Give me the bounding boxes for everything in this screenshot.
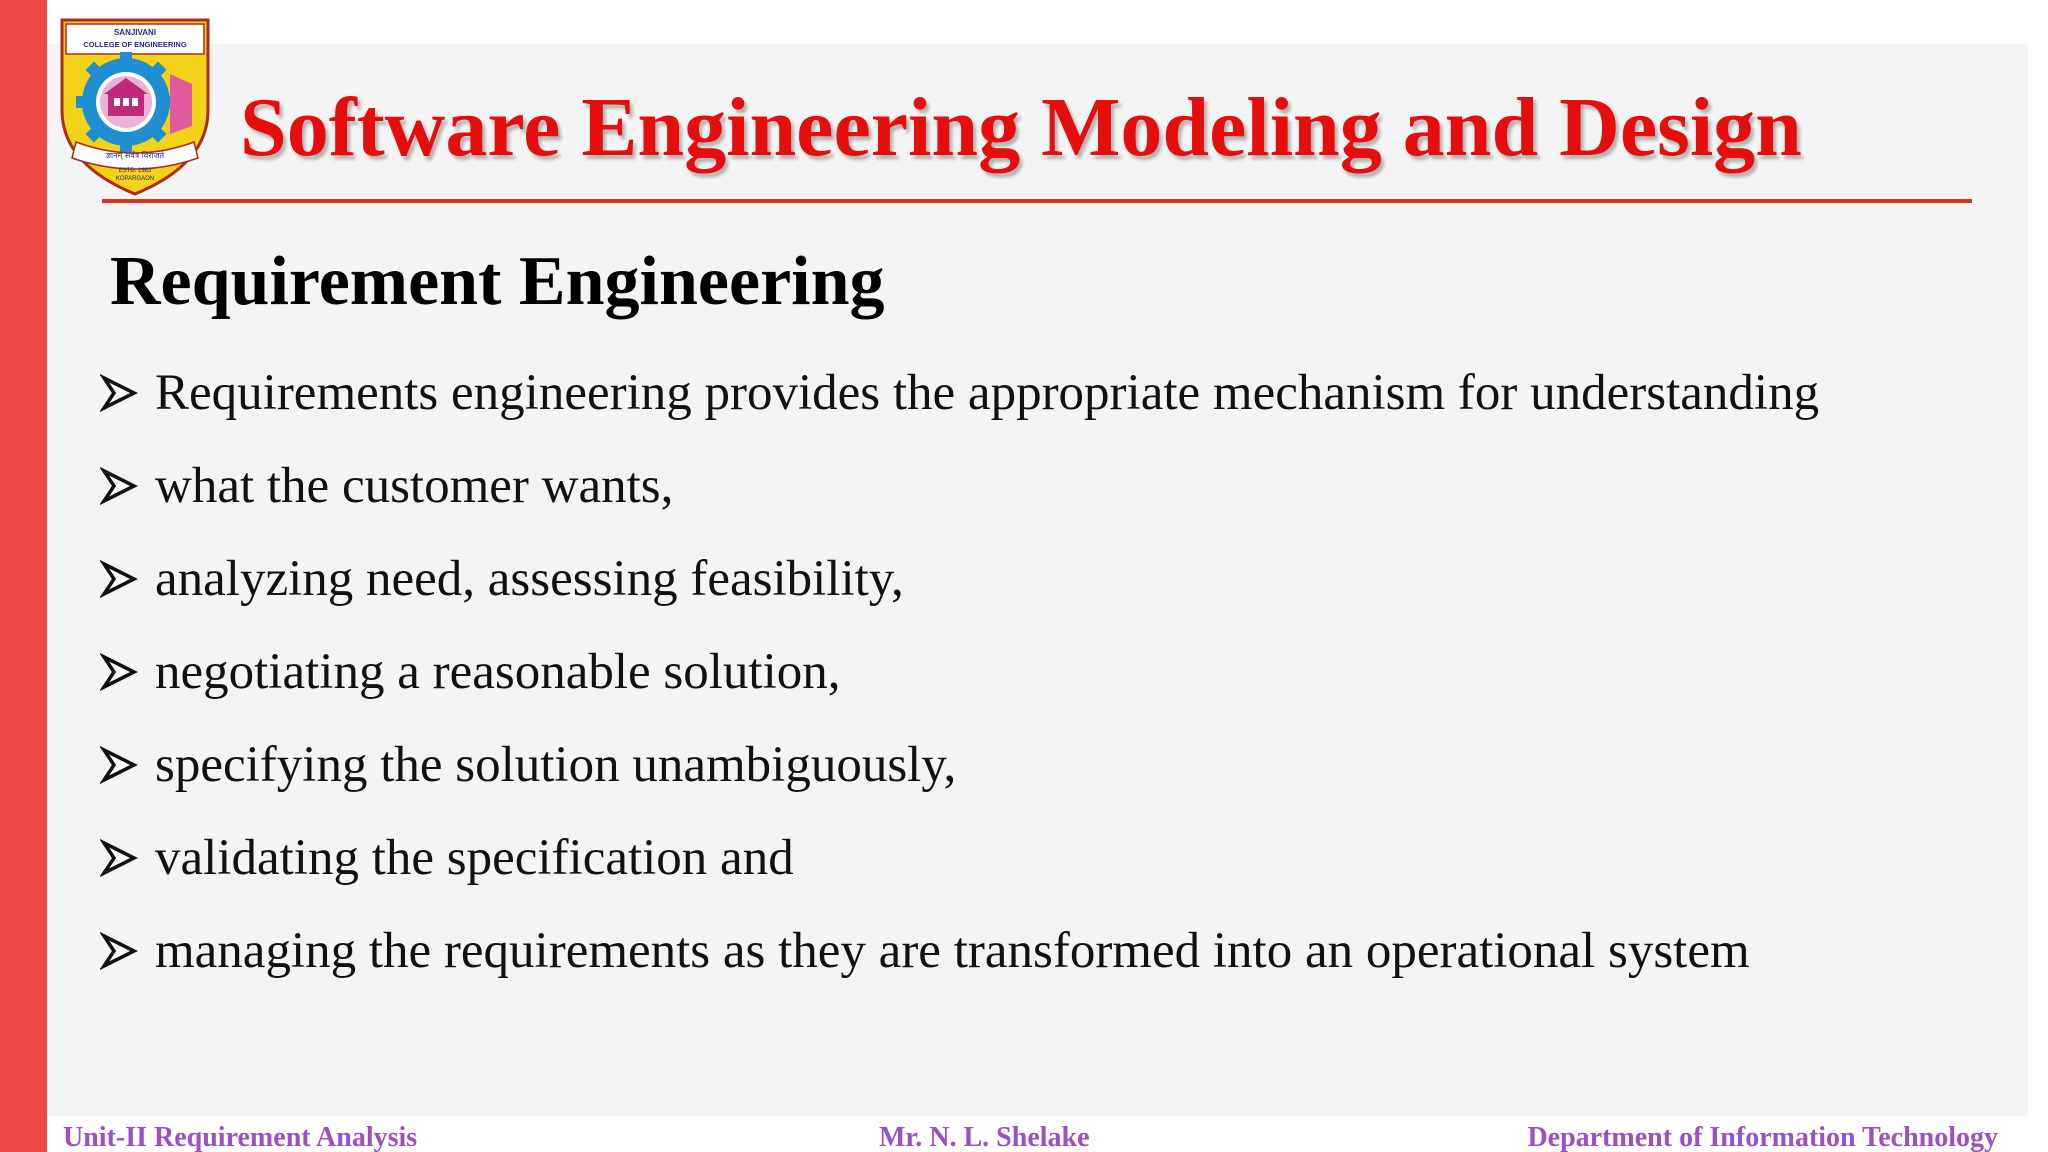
- logo-text-place: KOPARGAON: [115, 176, 155, 182]
- footer-department: Department of Information Technology: [1527, 1122, 1998, 1152]
- bullet-item: [100, 811, 1819, 904]
- logo-text-motto: ज्ञानम् सर्वत्र विराजते: [105, 151, 165, 160]
- arrowhead-bullet-icon: [100, 839, 138, 877]
- slide-title: Software Engineering Modeling and Design: [240, 81, 1802, 174]
- bullet-text: specifying the solution unambiguously,: [155, 736, 957, 793]
- bullet-text: what the customer wants,: [155, 457, 674, 514]
- bullet-item: [100, 346, 1819, 439]
- bullet-item: [100, 718, 1819, 811]
- bullet-text: negotiating a reasonable solution,: [155, 643, 841, 700]
- footer-author: Mr. N. L. Shelake: [879, 1122, 1090, 1152]
- arrowhead-bullet-icon: [100, 560, 138, 598]
- arrowhead-bullet-icon: [100, 746, 138, 784]
- bullet-item: [100, 625, 1819, 718]
- title-divider: [102, 199, 1972, 203]
- arrowhead-bullet-icon: [100, 374, 138, 412]
- bullet-text: validating the specification and: [155, 829, 794, 886]
- bullet-item: [100, 439, 1819, 532]
- arrowhead-bullet-icon: [100, 653, 138, 691]
- bullet-item: [100, 532, 1819, 625]
- arrowhead-bullet-icon: [100, 932, 138, 970]
- arrowhead-bullet-icon: [100, 467, 138, 505]
- bullet-text: Requirements engineering provides the appropriate mechanism for understanding: [155, 364, 1820, 421]
- logo-text-est: ESTD. 1983: [118, 168, 152, 174]
- logo-text-sub: COLLEGE OF ENGINEERING: [83, 40, 187, 49]
- bullet-item: [100, 904, 1819, 997]
- footer-unit: Unit-II Requirement Analysis: [63, 1122, 418, 1152]
- accent-bar: [0, 0, 47, 1152]
- bullet-list: [100, 346, 1819, 997]
- bullet-text: analyzing need, assessing feasibility,: [155, 550, 904, 607]
- college-crest-logo: [52, 14, 218, 198]
- logo-text-top: SANJIVANI: [113, 28, 157, 37]
- section-heading: Requirement Engineering: [110, 243, 885, 320]
- bullet-text: managing the requirements as they are transformed into an operational system: [155, 922, 1750, 979]
